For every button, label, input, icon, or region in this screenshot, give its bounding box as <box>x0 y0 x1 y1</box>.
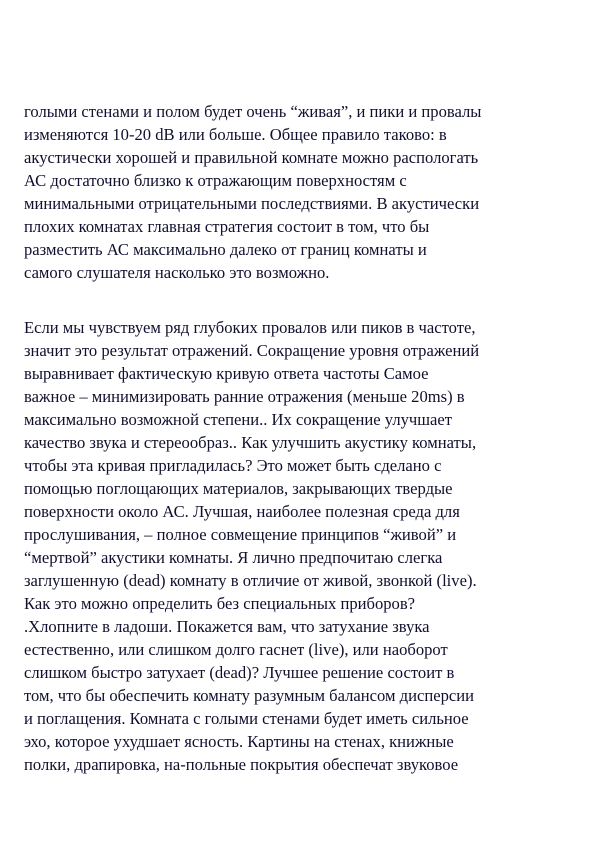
text-line: полки, драпировка, на-польные покрытия обеспечат звуковое <box>24 755 459 774</box>
paragraph-room-acoustics-rule <box>24 100 584 284</box>
text-line: эхо, которое ухудшает ясность. Картины на стенах, книжные <box>24 732 454 751</box>
text-line: самого слушателя насколько это возможно. <box>24 263 330 282</box>
text-line: том, что бы обеспечить комнату разумным балансом дисперсии <box>24 686 475 705</box>
text-line: естественно, или слишком долго гаснет (live), или наоборот <box>24 640 448 659</box>
text-line: разместить АС максимально далеко от границ комнаты и <box>24 240 427 259</box>
text-line: важное – минимизировать ранние отражения (меньше 20ms) в <box>24 387 465 406</box>
text-line: .Хлопните в ладоши. Покажется вам, что затухание звука <box>24 617 430 636</box>
text-line: выравнивает фактическую кривую ответа частоты Самое <box>24 364 429 383</box>
text-line: плохих комнатах главная стратегия состоит в том, что бы <box>24 217 430 236</box>
paragraph-reflections <box>24 316 584 776</box>
text-line: АС достаточно близко к отражающим поверхностям с <box>24 171 407 190</box>
text-line: максимально возможной степени.. Их сокращение улучшает <box>24 410 453 429</box>
text-line: голыми стенами и полом будет очень “живая”, и пики и провалы <box>24 102 482 121</box>
text-line: слишком быстро затухает (dead)? Лучшее решение состоит в <box>24 663 455 682</box>
text-line: и поглащения. Комната с голыми стенами будет иметь сильное <box>24 709 469 728</box>
text-line: качество звука и стереообраз.. Как улучшить акустику комнаты, <box>24 433 477 452</box>
text-line: помощью поглощающих материалов, закрывающих твердые <box>24 479 453 498</box>
text-line: чтобы эта кривая пригладилась? Это может быть сделано с <box>24 456 442 475</box>
text-line: акустически хорошей и правильной комнате можно распологать <box>24 148 479 167</box>
text-line: заглушенную (dead) комнату в отличие от живой, звонкой (live). <box>24 571 477 590</box>
text-line: “мертвой” акустики комнаты. Я лично предпочитаю слегка <box>24 548 443 567</box>
text-line: изменяются 10-20 dB или больше. Общее правило таково: в <box>24 125 447 144</box>
text-line: поверхности около АС. Лучшая, наиболее полезная среда для <box>24 502 460 521</box>
text-line: минимальными отрицательными последствиями. В акустически <box>24 194 480 213</box>
text-line: прослушивания, – полное совмещение принципов “живой” и <box>24 525 457 544</box>
text-line: Если мы чувствуем ряд глубоких провалов или пиков в частоте, <box>24 318 476 337</box>
text-line: значит это результат отражений. Сокращение уровня отражений <box>24 341 480 360</box>
text-line: Как это можно определить без специальных приборов? <box>24 594 416 613</box>
